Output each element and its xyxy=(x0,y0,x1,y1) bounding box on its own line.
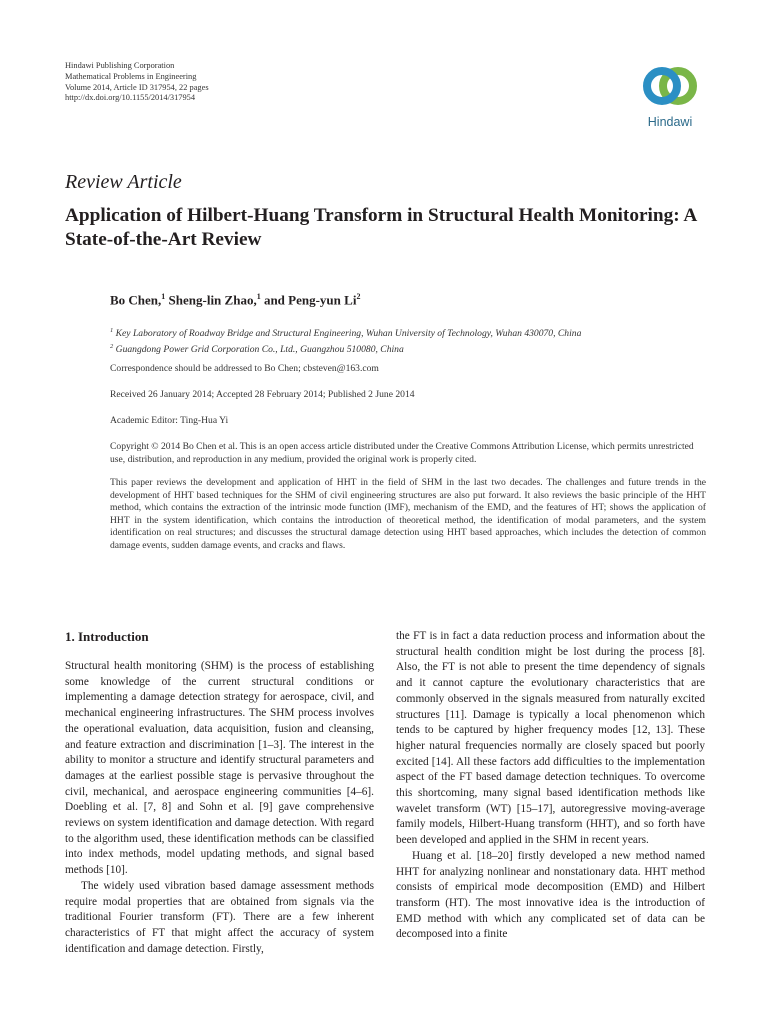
author-name: Bo Chen, xyxy=(110,292,162,308)
body-paragraph: Structural health monitoring (SHM) is the process of establishing some knowledge of the current structural conditions or implementing a damage detection strategy for aerospace, civil, and mechanical engineering infrastructures. The SHM process involves the operational evaluation, data acquisition, fusion and cleansing, and feature extraction and discrimination [1–3]. The interest in the ability to monitor a structure and identify structural parameters and damages at the earliest possible stage is pervasive throughout the civil, mechanical, and aerospace engineering communities [4–6]. Doebling et al. [7, 8] and Sohn et al. [9] gave comprehensive reviews on system identification and damage detection. With regard to the algorithm used, these identification methods can be classified into index methods, model updating methods, and signal based methods [10]. xyxy=(65,660,374,877)
affiliation-item xyxy=(110,324,581,340)
affiliation-text: Guangdong Power Grid Corporation Co., Ltd., Guangzhou 510080, China xyxy=(113,344,404,356)
author-name: Sheng-lin Zhao, xyxy=(165,292,257,308)
affiliation-list xyxy=(110,324,581,356)
interlocking-rings-icon xyxy=(636,60,704,112)
affiliation-marker: 1 xyxy=(256,292,261,301)
section-heading: 1. Introduction xyxy=(65,629,149,644)
publication-info xyxy=(65,61,209,104)
affiliation-number: 1 xyxy=(110,327,114,334)
hindawi-logo xyxy=(632,60,708,132)
body-paragraph: the FT is in fact a data reduction process and information about the structural health condition might be lost during the process [8]. Also, the FT is not able to present the time dependency of signals and it cannot capture the evolutionary characteristics that are commonly observed in the signals measured from naturally excited structures [11]. Damage is typically a local phenomenon which tends to be captured by higher frequency modes [12, 13]. These higher natural frequencies normally are closely spaced but poorly excited [14]. All these factors add difficulties to the implementation aspect of the FT based damage detection techniques. To overcome this shortcoming, many signal based identification methods like wavelet transform (WT) [15–17], autoregressive moving-average family models, Hilbert-Huang transform (HHT), and so forth have been developed and applied in the SHM in recent years. xyxy=(396,630,705,847)
body-column-right xyxy=(396,629,705,943)
affiliation-marker: 2 xyxy=(356,292,361,301)
publication-dates: Received 26 January 2014; Accepted 28 February 2014; Published 2 June 2014 xyxy=(110,389,415,400)
body-column-left xyxy=(65,629,374,957)
body-paragraph: Huang et al. [18–20] firstly developed a new method named HHT for analyzing nonlinear and nonstationary data. HHT method consists of empirical mode decomposition (EMD) and Hilbert transform (HT). The most innovative idea is the introduction of EMD method with which any complicated set of data can be decomposed into a finite xyxy=(396,849,705,941)
volume-info: Volume 2014, Article ID 317954, 22 pages xyxy=(65,82,209,92)
body-paragraph: The widely used vibration based damage assessment methods require modal properties that are obtained from signals via the traditional Fourier transform (FT). There are a few inherent characteristics of FT that might affect the accuracy of system identification and damage detection. Firstly, xyxy=(65,879,374,955)
doi-link[interactable]: http://dx.doi.org/10.1155/2014/317954 xyxy=(65,93,196,103)
affiliation-number: 2 xyxy=(110,343,114,351)
publisher-name: Hindawi Publishing Corporation xyxy=(65,61,175,70)
author-name: and Peng-yun Li xyxy=(260,292,357,308)
correspondence: Correspondence should be addressed to Bo Chen; cbsteven@163.com xyxy=(110,363,379,374)
paper-title: Application of Hilbert-Huang Transform in Structural Health Monitoring: A State-of-the-Art Review xyxy=(65,205,697,250)
abstract: This paper reviews the development and application of HHT in the field of SHM in the last two decades. The challenges and future trends in the development of HHT based techniques for the SHM of civil engineering structures are also put forward. It also reviews the basic principle of the HHT method, which contains the extraction of the intrinsic mode function (IMF), mechanism of the EMD, and the features of HT; shows the application of HHT in the system identification, which contains the introduction of theoretical method, the identification of modal parameters, and the system identification on real structures; and discusses the structural damage detection using HHT based approaches, which includes the detection of common damage events, sudden damage events, and cracks and flaws. xyxy=(110,477,706,551)
affiliation-item xyxy=(110,340,581,356)
affiliation-marker: 1 xyxy=(161,292,166,301)
journal-name: Mathematical Problems in Engineering xyxy=(65,71,197,81)
author-list xyxy=(110,292,360,308)
academic-editor: Academic Editor: Ting-Hua Yi xyxy=(110,415,229,426)
copyright-notice: Copyright © 2014 Bo Chen et al. This is an open access article distributed under the Creative Commons Attribution License, which permits unrestricted use, distribution, and reproduction in any medium, provided the original work is properly cited. xyxy=(110,441,694,465)
affiliation-text: Key Laboratory of Roadway Bridge and Structural Engineering, Wuhan University of Technology, Wuhan 430070, China xyxy=(113,328,582,340)
article-type: Review Article xyxy=(65,171,182,193)
logo-wordmark: Hindawi xyxy=(647,115,693,129)
